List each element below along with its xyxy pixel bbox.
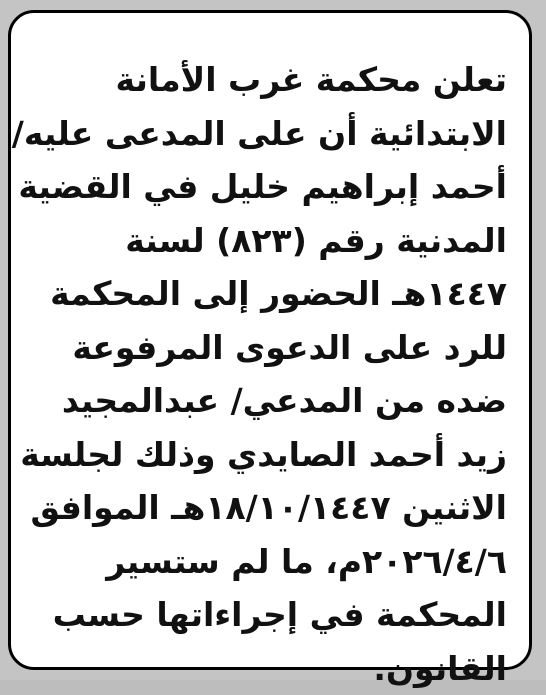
notice-line-4: المدنية رقم (٨٢٣) لسنة	[33, 214, 507, 268]
notice-line-6: للرد على الدعوى المرفوعة	[33, 321, 507, 375]
notice-line-1: تعلن محكمة غرب الأمانة	[33, 53, 507, 107]
notice-line-11: المحكمة في إجراءاتها حسب	[33, 588, 507, 642]
notice-frame	[8, 10, 532, 670]
notice-line-9: الاثنين ١٨/١٠/١٤٤٧هـ الموافق	[33, 481, 507, 535]
notice-line-12: القانون.	[33, 642, 507, 695]
notice-line-10: ٢٠٢٦/٤/٦م، ما لم ستسير	[33, 535, 507, 589]
notice-line-8: زيد أحمد الصايدي وذلك لجلسة	[33, 428, 507, 482]
court-notice-text	[33, 53, 507, 695]
notice-line-7: ضده من المدعي/ عبدالمجيد	[33, 374, 507, 428]
notice-line-5: ١٤٤٧هـ الحضور إلى المحكمة	[33, 267, 507, 321]
notice-line-3: أحمد إبراهيم خليل في القضية	[33, 160, 507, 214]
notice-line-2: الابتدائية أن على المدعى عليه/	[33, 107, 507, 161]
